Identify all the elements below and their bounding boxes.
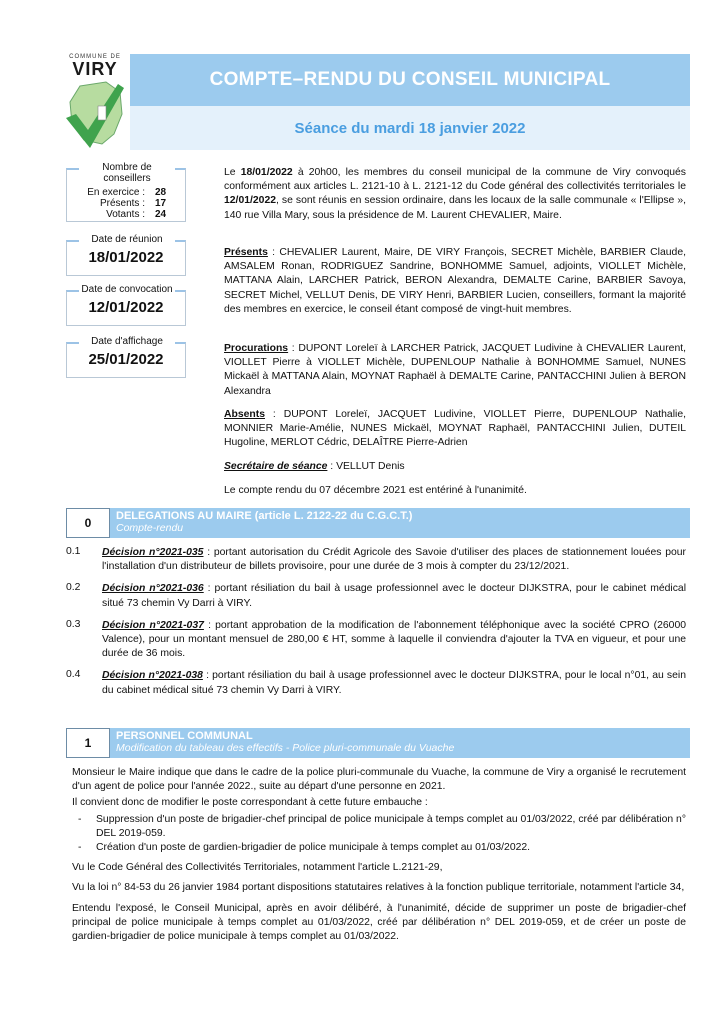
decision-text: : portant résiliation du bail à usage professionnel avec le docteur DIJKSTRA, pour le cabinet médical situé 73 chemin Vy Darri à VIRY. <box>102 583 687 609</box>
votants-row <box>67 209 185 220</box>
procurations-label: Procurations <box>224 343 289 354</box>
affichage-box <box>66 336 186 378</box>
exercice-row <box>67 187 185 198</box>
conseillers-box <box>66 162 186 222</box>
presents-row <box>67 198 185 209</box>
bullet-text-2: Création d'un poste de gardien-brigadier de police municipale à temps complet au 01/03/2022. <box>96 842 531 854</box>
reunion-box <box>66 234 186 276</box>
intro-text-a: Le <box>224 167 241 178</box>
session-subtitle: Séance du mardi 18 janvier 2022 <box>294 119 526 137</box>
presents-list: : CHEVALIER Laurent, Maire, DE VIRY François, SECRET Michèle, BARBIER Claude, AMSALEM Ronan, RODRIGUEZ Sandrine, BONHOMME Samuel, adjoints, VIOLLET Michèle, MATTANA Alain, LARCHER Patrick, BERON Alexandra, DEMALTE Carine, BARBIER Savoya, SECRET Michel, VELLUT Denis, DE VIRY Henri, BARBIER Lucien, conseillers, formant la majorité des membres en exercice, le conseil étant composé de vingt-huit membres. <box>224 247 686 315</box>
intro-paragraph <box>224 166 686 223</box>
body-paragraph-3: Vu le Code Général des Collectivités Territoriales, notamment l'article L.2121-29, <box>72 862 443 874</box>
decision-text: : portant résiliation du bail à usage professionnel avec le docteur DIJKSTRA, pour le local n°01, au sein du cabinet médical situé 73 chemin Vy Darri à VIRY. <box>102 670 686 696</box>
affichage-date: 25/01/2022 <box>88 351 164 368</box>
section-1-band <box>66 728 690 758</box>
intro-date-1: 18/01/2022 <box>240 167 293 178</box>
section-0-title: DELEGATIONS AU MAIRE (article L. 2122-22 du C.G.C.T.) <box>116 510 413 522</box>
presents-count-value: 17 <box>155 198 167 209</box>
decision-label: Décision n°2021-035 <box>102 547 204 558</box>
header-subtitle-band <box>130 106 690 150</box>
bullet-item <box>72 813 686 841</box>
decision-number: 0.4 <box>66 669 81 681</box>
logo-commune-text: COMMUNE DE <box>69 54 121 60</box>
votants-label: Votants : <box>106 209 145 220</box>
convocation-date: 12/01/2022 <box>88 299 164 316</box>
decisions-list <box>66 546 686 698</box>
body-paragraph-2: Il convient donc de modifier le poste correspondant à cette future embauche : <box>72 797 428 809</box>
section-0-number: 0 <box>66 508 110 538</box>
affichage-caption: Date d'affichage <box>79 336 175 347</box>
body-paragraph-4: Vu la loi n° 84-53 du 26 janvier 1984 portant dispositions statutaires relatives à la fonction publique territoriale, notamment l'article 34, <box>72 882 685 894</box>
decision-text: : portant autorisation du Crédit Agricole des Savoie d'utiliser des places de stationnement louées pour l'installation d'un distributeur de billets provisoire, pour une durée de 3 mois à compter du 23/12/2021. <box>102 547 687 573</box>
compte-rendu-note: Le compte rendu du 07 décembre 2021 est entériné à l'unanimité. <box>224 485 527 496</box>
section-1-title: PERSONNEL COMMUNAL <box>116 730 253 742</box>
section-0-band <box>66 508 690 538</box>
exercice-value: 28 <box>155 187 167 198</box>
convocation-box <box>66 284 186 326</box>
absents-list: : DUPONT Loreleï, JACQUET Ludivine, VIOLLET Pierre, DUPENLOUP Nathalie, MONNIER Marie-Amélie, NUNES Mickaël, MOYNAT Raphaël, PANTACCHINI Julien, DUTEIL Hugoline, MERLOT Cédric, DELAÎTRE Pierre-Adrien <box>224 409 686 449</box>
intro-text-b: à 20h00, les membres du conseil municipal de la commune de Viry convoqués conformément aux articles L. 2121-10 à L. 2121-12 du Code général des collectivités territoriales le <box>224 167 686 193</box>
secretaire-label: Secrétaire de séance <box>224 461 328 472</box>
bullet-dash: - <box>78 842 82 854</box>
section-1-subtitle: Modification du tableau des effectifs - Police pluri-communale du Vuache <box>116 742 455 754</box>
logo-name: VIRY <box>72 59 118 79</box>
reunion-date: 18/01/2022 <box>88 249 164 266</box>
decision-number: 0.3 <box>66 618 81 630</box>
convocation-caption: Date de convocation <box>79 284 175 295</box>
presents-label: Présents <box>224 247 268 258</box>
page-title: COMPTE–RENDU DU CONSEIL MUNICIPAL <box>209 69 611 90</box>
bullet-text-1: Suppression d'un poste de brigadier-chef principal de police municipale à temps complet au 01/03/2022, créé par délibération n° DEL 2019-059. <box>96 813 686 839</box>
presents-count-label: Présents : <box>99 198 145 209</box>
decision-label: Décision n°2021-037 <box>102 619 204 631</box>
conseillers-caption: Nombre de conseillers <box>79 162 175 184</box>
reunion-caption: Date de réunion <box>79 234 175 245</box>
secretaire-paragraph <box>224 460 686 474</box>
intro-text-c: , se sont réunis en session ordinaire, dans les locaux de la salle communale « l'Ellipse », 140 rue Villa Mary, sous la présidence de M. Laurent CHEVALIER, Maire. <box>224 195 686 221</box>
decision-item <box>66 546 686 574</box>
procurations-paragraph <box>224 342 686 399</box>
bullet-dash: - <box>78 813 82 825</box>
decision-item <box>66 619 686 662</box>
decision-item <box>66 669 686 697</box>
absents-paragraph <box>224 408 686 451</box>
section-0-subtitle: Compte-rendu <box>116 522 184 534</box>
decision-label: Décision n°2021-038 <box>102 670 203 682</box>
section-1-number: 1 <box>66 728 110 758</box>
bullet-item <box>72 841 686 855</box>
decision-number: 0.1 <box>66 546 81 557</box>
presents-paragraph <box>224 246 686 317</box>
intro-date-2: 12/01/2022 <box>224 195 277 207</box>
decision-item <box>66 582 686 610</box>
procurations-list: : DUPONT Loreleï à LARCHER Patrick, JACQUET Ludivine à CHEVALIER Laurent, VIOLLET Pierre à VIOLLET Michèle, DUPENLOUP Nathalie à BONHOMME Samuel, NUNES Mickaël à MATTANA Alain, MOYNAT Raphaël à DEMALTE Carine, PANTACCHINI Julien à BERON Alexandra <box>224 343 686 397</box>
checkmark-map-icon <box>62 78 128 162</box>
exercice-label: En exercice : <box>87 187 145 198</box>
decision-number: 0.2 <box>66 582 81 594</box>
votants-value: 24 <box>155 209 167 220</box>
secretaire-name: : VELLUT Denis <box>327 461 405 472</box>
viry-logo <box>62 54 128 176</box>
body-paragraph-1: Monsieur le Maire indique que dans le cadre de la police pluri-communale du Vuache, la commune de Viry a organisé le recrutement d'un agent de police pour l'année 2022., suite au départ d'une personne en 2021. <box>72 767 686 793</box>
section-1-body <box>72 766 686 944</box>
body-paragraph-5: Entendu l'exposé, le Conseil Municipal, après en avoir délibéré, à l'unanimité, décide de supprimer un poste de brigadier-chef principal de police municipale à temps complet au 01/03/2022, créé par délibération n° DEL 2019-059, et de créer un poste de gardien-brigadier de police municipale à temps complet au 01/03/2022. <box>72 902 686 943</box>
decision-text: : portant approbation de la modification de l'abonnement téléphonique avec la société CPRO (26000 Valence), pour un montant mensuel de 280,00 € HT, somme à laquelle il conviendra d'ajouter la TVA en vigueur, et pour une durée de 36 mois. <box>102 619 687 660</box>
decision-label: Décision n°2021-036 <box>102 583 204 595</box>
absents-label: Absents <box>224 409 265 420</box>
header-title-band <box>130 54 690 106</box>
